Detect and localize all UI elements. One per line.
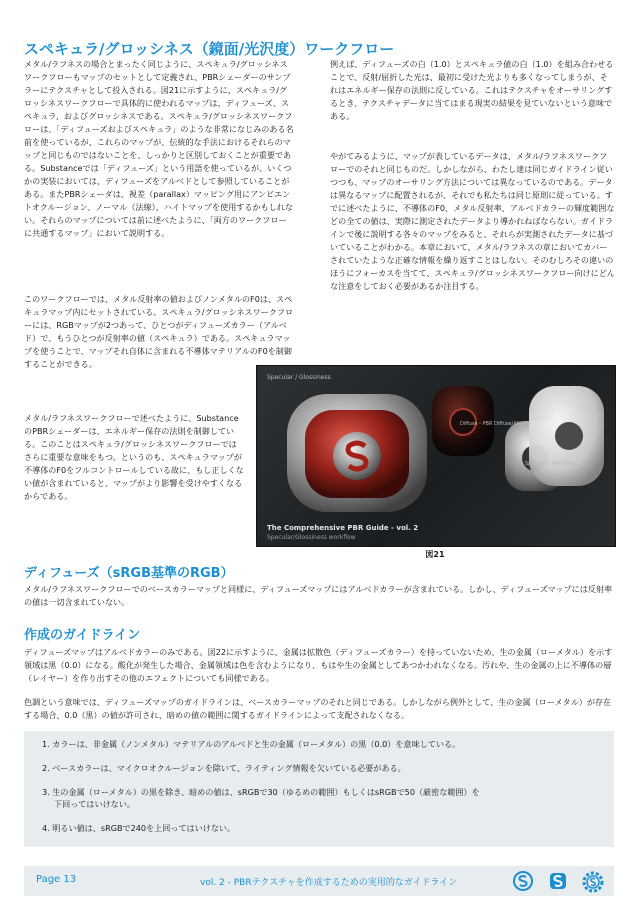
section-title-guidelines: 作成のガイドライン [24, 628, 141, 643]
list-item: 1. カラーは、非金属（ノンメタル）マテリアルのアルベドと生の金属（ローメタル）の黒（0.0）を意味している。 [42, 739, 461, 749]
guideline-list-box [24, 731, 614, 847]
gloss-cube-emblem [555, 422, 583, 450]
footer-title: vol. 2 - PBRテクスチャを作成するための実用的なガイドライン [200, 878, 458, 888]
figure-specular-label: Specular - PBR Specular [525, 461, 586, 467]
list-item: 3. 生の金属（ローメタル）の黒を除き、暗めの値は、sRGBで30（ゆるめの範囲）もしくはsRGBで50（厳密な範囲）を [42, 787, 480, 797]
list-item: 4. 明るい値は、sRGBで240を上回ってはいけない。 [42, 823, 236, 833]
list-item: 2. ベースカラーは、マイクロオクルージョンを除いて、ライティング情報を欠いている必要がある。 [42, 763, 406, 773]
body-paragraph: メタル/ラフネスの場合とまったく同じように、スペキュラ/グロッシネスワークフローもマップのセットとして定義され、PBRシェーダーのサンプラーにテクスチャとして投入される。図21に示すように、スペキュラ/グロッシネスワークフローで具体的に使われるマップは、ディフューズ、スペキュラ、およびグロッシネスである。スペキュラ/グロッシネスワークフローは、「ディフューズおよびスペキュラ」のような非常になじみのある名前を使っているが、これらのマップが、伝統的な手法におけるそれらのマップと同じものではないことを、しっかりと区別しておくことが重要である。Substanceでは「ディフューズ」という用語を使っているが、いくつかの実装においては、ディフューズをアルベドとして参照していることがある。またPBRシェーダは、視差（parallax）マッピング用にアンビエントオクルージョン、ノーマル（法線）、ハイトマップを使用するかもしれない。それらのマップについては前に述べたように、「両方のワークフローに共通するマップ」において説明する。 [24, 59, 294, 238]
body-paragraph: ディフューズマップはアルベドカラーのみである。図22に示すように、金属は拡散色（ディフューズカラー）を持っていないため、生の金属（ローメタル）を示す領域は黒（0.0）になる。酸化が発生した場合、金属領域は色を含むようになり、もはや生の金属としてあつかわれなくなる。汚れや、生の金属の上に不導体の層（レイヤー）を作り出すその他のエフェクトについても同様である。 [24, 647, 613, 683]
material-spheres-illustration [257, 366, 615, 546]
figure-title: The Comprehensive PBR Guide - vol. 2 [267, 524, 419, 532]
figure-subtitle: Specular/Glossiness workflow [267, 534, 356, 541]
page-footer [24, 866, 614, 896]
substance-gear-logo-icon [581, 870, 605, 894]
substance-cube-logo-icon [547, 870, 569, 892]
body-paragraph: 例えば、ディフューズの白（1.0）とスペキュラ値の白（1.0）を組み合わせることで、反射/屈折した光は、最初に受けた光よりも多くなってしまうが、それはエネルギー保存の法則に反している。これはテクスチャをオーサリングするとき、テクスチャデータに当てはまる現実の結果を見ていないという意味である。 [330, 59, 614, 121]
figure-21-image [256, 365, 616, 547]
list-item-continuation: 下回ってはいけない。 [54, 799, 135, 809]
substance-s-logo-icon [512, 870, 534, 892]
section-title-diffuse: ディフューズ（sRGB基準のRGB） [24, 566, 234, 581]
page-number: Page 13 [36, 874, 77, 885]
figure-top-label: Specular / Glossiness [267, 374, 331, 381]
body-paragraph: やがてみるように、マップが表しているデータは、メタル/ラフネスワークフローでのそれと同じものだ。しかしながら、わたし達は同じガイドライン従いつつも、マップのオーサリング方法については異なっているのである。データは異なるマップに配置されるが、それでも私たちは同じ原則に従っている。すでに述べたように、不導体のF0、メタル反射率、アルベドカラーの輝度範囲などの全ての値は、実際に測定されたデータより導かれねばならない。ガイドラインで後に説明する各々のマップをみると、それらが実測されたデータに基づいていることがわかる。本章において、メタル/ラフネスの章においてカバーされていたような正確な情報を繰り返すことはしない。そのむしろその違いのほうにフォーカスを当てて、スペキュラ/グロッシネスワークフロー向けにどんな注意をしておく必要があるか注目する。 [330, 151, 615, 291]
body-paragraph: メタル/ラフネスワークフローで述べたように、SubstanceのPBRシェーダーは、エネルギー保存の法則を制御している。このことはスペキュラ/グロッシネスワークフローではさらに重要な意味をもつ。というのも、スペキュラマップが不導体のF0をフルコントロールしている故に、もし正しくない値が含まれていると、マップがより影響を受けやすくなるからである。 [24, 413, 244, 501]
figure-diffuse-label: Diffuse - PBR Diffuse/Albedo [460, 421, 531, 427]
body-paragraph: このワークフローでは、メタル反射率の値およびノンメタルのF0は、スペキュラマップ内にセットされている。スペキュラ/グロッシネスワークフローには、RGBマップが2つあって、ひとつがディフューズカラー（アルベド）で、もうひとつが反射率の値（スペキュラ）である。スペキュラマップを使うことで、マップそれ自体に含まれる不導体マテリアルのF0を制御することができる。 [24, 294, 294, 369]
body-paragraph: メタル/ラフネスワークフローでのベースカラーマップと同様に、ディフューズマップにはアルベドカラーが含まれている。しかし、ディフューズマップには反射率の値は一切含まれていない。 [24, 584, 613, 607]
section-title-specular: スペキュラ/グロッシネス（鏡面/光沢度）ワークフロー [24, 40, 395, 58]
figure-caption: 図21 [425, 550, 445, 559]
body-paragraph: 色調という意味では、ディフューズマップのガイドラインは、ベースカラーマップのそれと同じである。しかしながら例外として、生の金属（ローメタル）が存在する場合、0.0（黒）の値が許可され、暗めの値の範囲に関するガイドラインによって支配されなくなる。 [24, 697, 612, 720]
